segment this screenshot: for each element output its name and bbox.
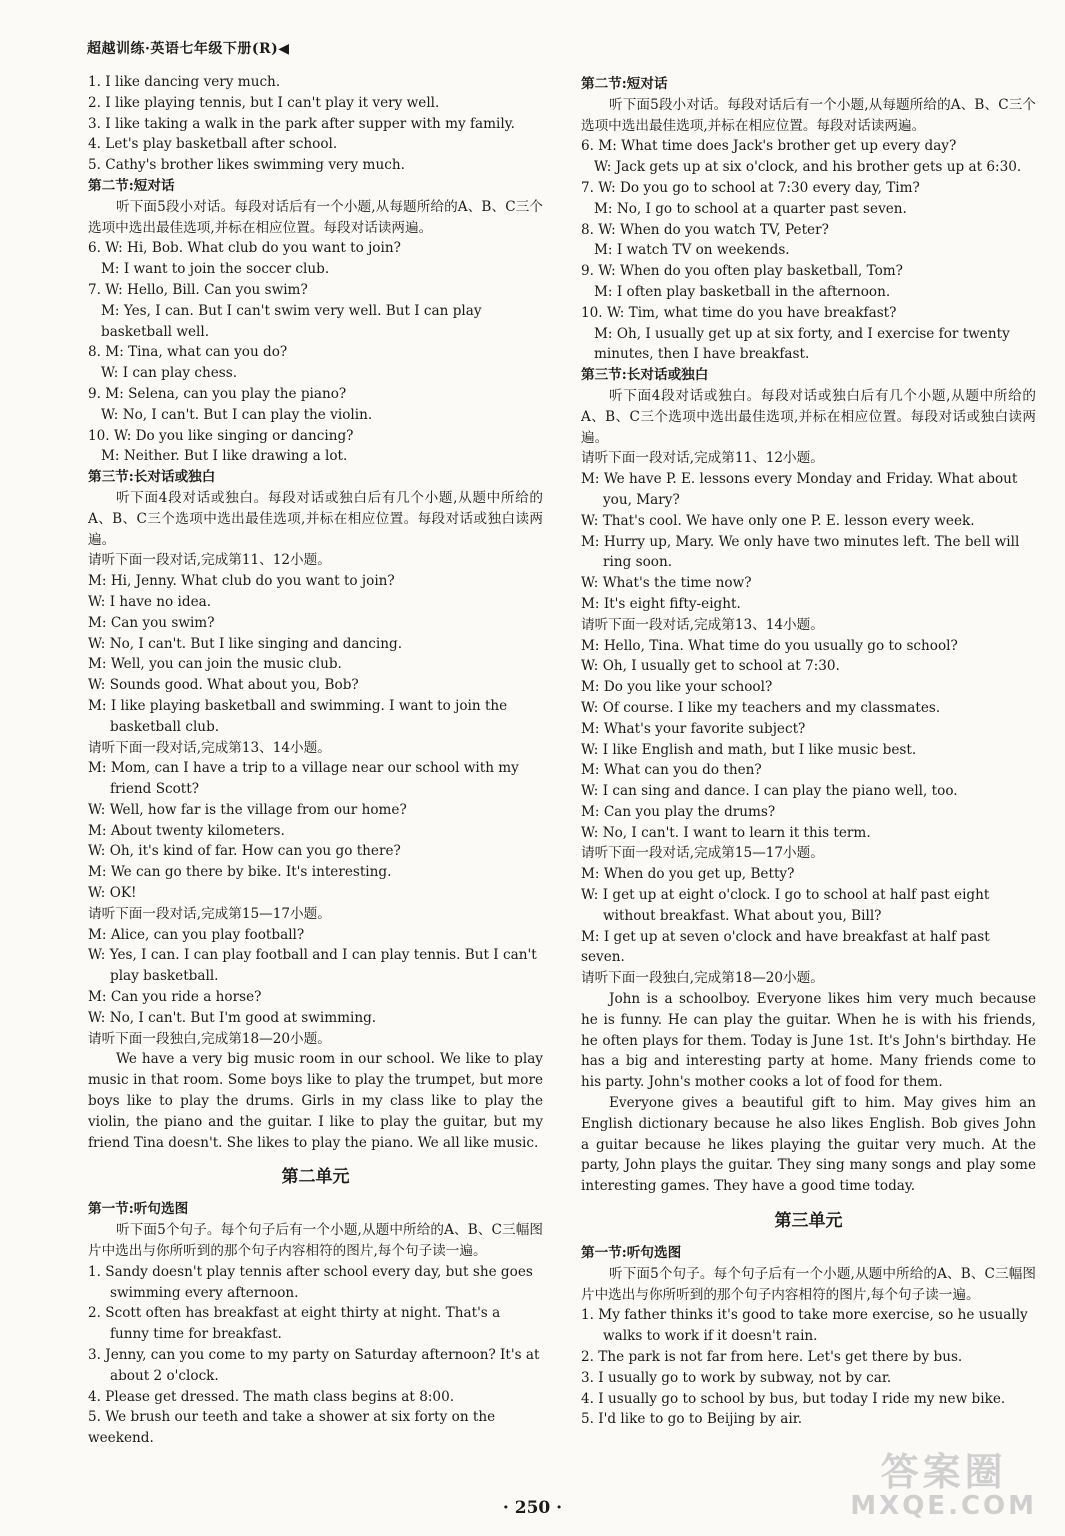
text-line: 请听下面一段对话,完成第13、14小题。	[88, 739, 331, 756]
dialogue-line: M: I watch TV on weekends.	[594, 242, 790, 259]
text-line: 8. M: Tina, what can you do?	[88, 344, 288, 361]
text-line: M: Can you ride a horse?	[88, 989, 262, 1006]
unit-title: 第二单元	[281, 1167, 350, 1188]
text-line: 请听下面一段对话,完成第15—17小题。	[88, 905, 331, 922]
text-line: 4. Please get dressed. The math class begins at 8:00.	[88, 1388, 455, 1405]
text-line: 4. I usually go to school by bus, but today I ride my new bike.	[581, 1390, 1006, 1407]
text-line: 1. Sandy doesn't play tennis after school every day, but she goes swimming every afternoon.	[88, 1263, 533, 1301]
unit-title: 第三单元	[774, 1211, 843, 1232]
dialogue-line: M: Neither. But I like drawing a lot.	[101, 448, 348, 465]
instruction-paragraph: Everyone gives a beautiful gift to him. May gives him an English dictionary because he also likes English. Bob gives John a guitar because he likes playing the guitar very much. At the party, John plays the guitar. They sing many songs and play some interesting games. They have a good time today.	[581, 1095, 1036, 1195]
text-line: W: No, I can't. But I'm good at swimming.	[88, 1009, 377, 1026]
running-header: 超越训练·英语七年级下册(R)◀	[87, 41, 290, 57]
text-line: 2. I like playing tennis, but I can't play it very well.	[88, 94, 440, 111]
text-line: 请听下面一段对话,完成第13、14小题。	[581, 616, 824, 633]
text-line: M: It's eight fifty-eight.	[581, 595, 741, 612]
text-line: 2. The park is not far from here. Let's get there by bus.	[581, 1349, 963, 1366]
section-heading: 第一节:听句选图	[88, 1201, 189, 1218]
dialogue-line: M: No, I go to school at a quarter past seven.	[594, 200, 907, 217]
text-line: 请听下面一段对话,完成第15—17小题。	[581, 845, 824, 862]
text-line: M: About twenty kilometers.	[88, 822, 285, 839]
text-line: 5. Cathy's brother likes swimming very much.	[88, 157, 405, 174]
text-line: M: Can you play the drums?	[581, 803, 776, 820]
dialogue-line: W: Jack gets up at six o'clock, and his brother gets up at 6:30.	[594, 159, 1022, 176]
dialogue-line: W: I can play chess.	[101, 365, 238, 382]
text-line: 9. M: Selena, can you play the piano?	[88, 385, 347, 402]
text-line: W: No, I can't. But I like singing and dancing.	[88, 635, 403, 652]
text-line: M: Well, you can join the music club.	[88, 656, 342, 673]
dialogue-line: M: Oh, I usually get up at six forty, and I exercise for twenty minutes, then I have breakfast.	[594, 325, 1010, 363]
watermark-bottom: MXQE.COM	[850, 1491, 1037, 1521]
text-line: 请听下面一段对话,完成第11、12小题。	[88, 552, 331, 569]
section-heading: 第三节:长对话或独白	[88, 469, 216, 486]
text-line: W: Sounds good. What about you, Bob?	[88, 677, 359, 694]
text-line: M: Hello, Tina. What time do you usually go to school?	[581, 637, 958, 654]
text-line: W: What's the time now?	[581, 575, 752, 592]
watermark-top: 答案圈	[880, 1450, 1007, 1494]
dialogue-line: M: I often play basketball in the afternoon.	[594, 283, 891, 300]
dialogue-line: M: Yes, I can. But I can't swim very well. But I can play basketball well.	[101, 302, 482, 340]
text-line: 5. We brush our teeth and take a shower at six forty on the weekend.	[88, 1409, 496, 1447]
text-line: M: Alice, can you play football?	[88, 926, 305, 943]
text-line: M: Can you swim?	[88, 614, 215, 631]
text-line: 6. M: What time does Jack's brother get up every day?	[581, 138, 957, 155]
text-line: 请听下面一段独白,完成第18—20小题。	[88, 1030, 331, 1047]
watermark-logo	[850, 1452, 1037, 1520]
text-line: 3. I like taking a walk in the park after supper with my family.	[88, 115, 515, 132]
text-line: 请听下面一段独白,完成第18—20小题。	[581, 970, 824, 987]
text-line: M: Mom, can I have a trip to a village near our school with my friend Scott?	[88, 760, 519, 798]
text-line: 3. Jenny, can you come to my party on Saturday afternoon? It's at about 2 o'clock.	[88, 1347, 540, 1384]
text-line: 4. Let's play basketball after school.	[88, 136, 338, 153]
text-line: M: Do you like your school?	[581, 679, 773, 696]
text-line: W: I have no idea.	[88, 593, 212, 610]
text-line: W: That's cool. We have only one P. E. lesson every week.	[581, 512, 975, 529]
text-line: M: Hi, Jenny. What club do you want to join?	[88, 573, 395, 590]
text-line: 9. W: When do you often play basketball, Tom?	[581, 263, 903, 280]
section-heading: 第三节:长对话或独白	[581, 367, 709, 384]
instruction-paragraph: 听下面4段对话或独白。每段对话或独白后有几个小题,从题中所给的A、B、C三个选项中选出最佳选项,并标在相应位置。每段对话或独白读两遍。	[581, 387, 1036, 446]
text-line: W: Oh, I usually get to school at 7:30.	[581, 658, 840, 675]
text-line: 5. I'd like to go to Beijing by air.	[581, 1411, 803, 1428]
text-line: M: When do you get up, Betty?	[581, 866, 795, 883]
text-line: W: I like English and math, but I like music best.	[581, 741, 917, 758]
text-line: 请听下面一段对话,完成第11、12小题。	[581, 450, 824, 467]
text-line: W: OK!	[88, 885, 137, 902]
text-line: M: I get up at seven o'clock and have breakfast at half past seven.	[581, 928, 990, 966]
text-line: W: I can sing and dance. I can play the piano well, too.	[581, 783, 958, 800]
right-column	[581, 74, 1036, 1430]
text-line: M: I like playing basketball and swimming. I want to join the basketball club.	[88, 697, 508, 735]
instruction-paragraph: 听下面5段小对话。每段对话后有一个小题,从每题所给的A、B、C三个选项中选出最佳选项,并标在相应位置。每段对话读两遍。	[88, 198, 543, 236]
page-number: · 250 ·	[502, 1498, 563, 1518]
section-heading: 第二节:短对话	[581, 76, 668, 92]
dialogue-line: M: I want to join the soccer club.	[101, 261, 330, 278]
text-line: M: What's your favorite subject?	[581, 720, 806, 737]
dialogue-line: W: No, I can't. But I can play the violin.	[101, 406, 373, 423]
text-line: 2. Scott often has breakfast at eight thirty at night. That's a funny time for breakfast.	[88, 1305, 501, 1343]
text-line: 7. W: Do you go to school at 7:30 every day, Tim?	[581, 179, 920, 196]
text-line: 6. W: Hi, Bob. What club do you want to join?	[88, 240, 401, 257]
instruction-paragraph: 听下面5个句子。每个句子后有一个小题,从题中所给的A、B、C三幅图片中选出与你所听到的那个句子内容相符的图片,每个句子读一遍。	[581, 1265, 1036, 1303]
text-line: 1. My father thinks it's good to take more exercise, so he usually walks to work if it doesn't rain.	[581, 1307, 1028, 1345]
text-line: W: I get up at eight o'clock. I go to school at half past eight without breakfast. What about you, Bill?	[581, 887, 990, 924]
text-line: 1. I like dancing very much.	[88, 74, 281, 90]
text-line: 3. I usually go to work by subway, not by car.	[581, 1369, 892, 1386]
text-line: W: Oh, it's kind of far. How can you go there?	[88, 843, 401, 860]
instruction-paragraph: 听下面4段对话或独白。每段对话或独白后有几个小题,从题中所给的A、B、C三个选项中选出最佳选项,并标在相应位置。每段对话或独白读两遍。	[88, 489, 543, 548]
text-line: 7. W: Hello, Bill. Can you swim?	[88, 281, 308, 298]
text-line: W: Yes, I can. I can play football and I can play tennis. But I can't play basketball.	[88, 947, 537, 985]
instruction-paragraph: We have a very big music room in our school. We like to play music in that room. Some boys like to play the trumpet, but more boys like to play the drums. Girls in my class like to play the violin, the piano and the guitar. I like to play the guitar, but my friend Tina doesn't. She likes to play the piano. We all like music.	[88, 1051, 543, 1151]
text-line: M: We can go there by bike. It's interesting.	[88, 864, 392, 881]
text-line: 8. W: When do you watch TV, Peter?	[581, 221, 829, 238]
text-line: M: What can you do then?	[581, 762, 762, 779]
text-line: 10. W: Do you like singing or dancing?	[88, 427, 354, 444]
section-heading: 第一节:听句选图	[581, 1245, 682, 1262]
text-line: W: Of course. I like my teachers and my classmates.	[581, 699, 941, 716]
instruction-paragraph: 听下面5段小对话。每段对话后有一个小题,从每题所给的A、B、C三个选项中选出最佳选项,并标在相应位置。每段对话读两遍。	[581, 96, 1036, 134]
text-line: 10. W: Tim, what time do you have breakfast?	[581, 304, 897, 321]
instruction-paragraph: John is a schoolboy. Everyone likes him very much because he is funny. He can play the guitar. When he is with his friends, he often plays for them. Today is June 1st. It's John's birthday. He has a big and interesting party at home. Many friends come to his party. John's mother cooks a lot of food for them.	[581, 991, 1036, 1091]
section-heading: 第二节:短对话	[88, 177, 175, 194]
text-line: M: We have P. E. lessons every Monday and Friday. What about you, Mary?	[581, 471, 1018, 508]
instruction-paragraph: 听下面5个句子。每个句子后有一个小题,从题中所给的A、B、C三幅图片中选出与你所听到的那个句子内容相符的图片,每个句子读一遍。	[88, 1222, 543, 1260]
text-line: W: No, I can't. I want to learn it this term.	[581, 824, 871, 841]
left-column	[88, 72, 543, 1449]
text-line: M: Hurry up, Mary. We only have two minutes left. The bell will ring soon.	[581, 533, 1020, 571]
text-line: W: Well, how far is the village from our home?	[88, 801, 407, 818]
